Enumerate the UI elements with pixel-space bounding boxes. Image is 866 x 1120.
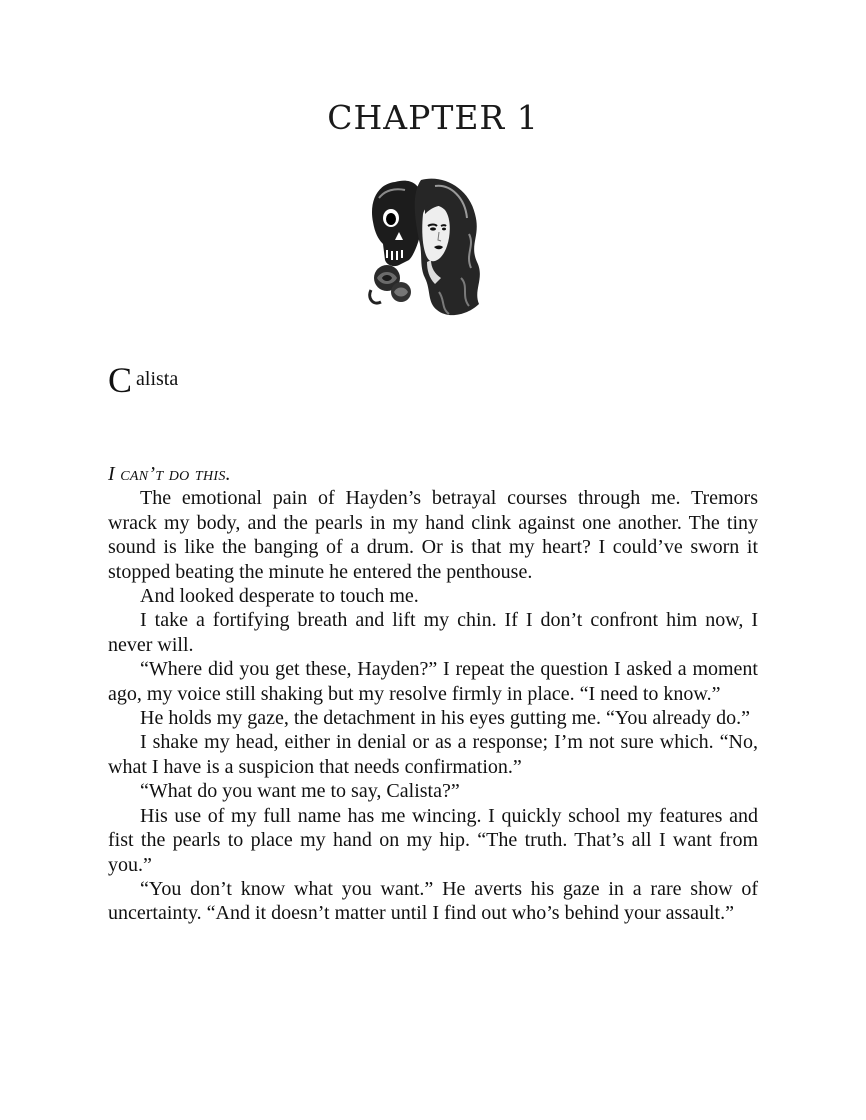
- paragraph: “You don’t know what you want.” He averts his gaze in a rare show of uncertainty. “And it doesn’t matter until I find out who’s behind your assault.”: [108, 877, 758, 925]
- paragraph: I shake my head, either in denial or as a response; I’m not sure which. “No, what I have is a suspicion that needs confirmation.”: [108, 731, 758, 778]
- chapter-body: [108, 462, 758, 926]
- pov-drop-cap: C: [108, 360, 133, 400]
- opening-line: I can’t do this.: [108, 463, 231, 485]
- paragraph: The emotional pain of Hayden’s betrayal courses through me. Tremors wrack my body, and the pearls in my hand clink against one another. The tiny sound is like the banging of a drum. Or is that my heart? I could’ve sworn it stopped beating the minute he entered the penthouse.: [108, 487, 758, 583]
- paragraph: “Where did you get these, Hayden?” I repeat the question I asked a moment ago, my voice still shaking but my resolve firmly in place. “I need to know.”: [108, 658, 758, 705]
- paragraph: He holds my gaze, the detachment in his eyes gutting me. “You already do.”: [140, 707, 751, 730]
- chapter-title: CHAPTER 1: [327, 98, 539, 137]
- pov-name: alista: [136, 368, 179, 390]
- paragraph: His use of my full name has me wincing. I quickly school my features and fist the pearls to place my hand on my hip. “The truth. That’s all I want from you.”: [108, 804, 758, 876]
- paragraph: And looked desperate to touch me.: [140, 585, 419, 608]
- paragraph: “What do you want me to say, Calista?”: [140, 780, 460, 803]
- skull-and-woman-portrait-icon: [365, 174, 493, 320]
- paragraph: I take a fortifying breath and lift my chin. If I don’t confront him now, I never will.: [108, 609, 758, 656]
- pov-heading: [108, 360, 178, 400]
